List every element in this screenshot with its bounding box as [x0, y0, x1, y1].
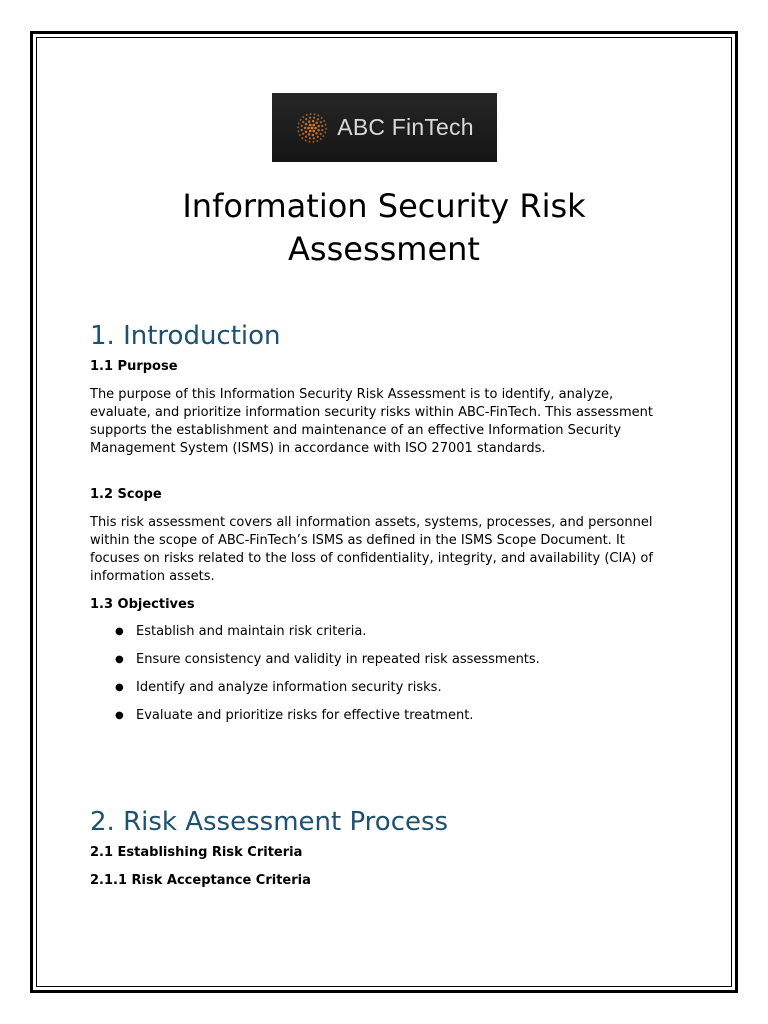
section-heading-risk-assessment-process: 2. Risk Assessment Process	[90, 807, 449, 837]
section-heading-introduction: 1. Introduction	[90, 321, 281, 351]
list-item	[90, 679, 540, 707]
logo-text: ABC FinTech	[337, 114, 474, 140]
list-item-text: Identify and analyze information security risks.	[136, 680, 442, 695]
company-logo	[272, 93, 497, 162]
subsection-heading-risk-criteria: 2.1 Establishing Risk Criteria	[90, 845, 303, 860]
subsection-heading-scope: 1.2 Scope	[90, 487, 162, 502]
subsection-heading-objectives: 1.3 Objectives	[90, 597, 195, 612]
bullet-icon: ●	[115, 654, 124, 665]
scope-paragraph: This risk assessment covers all information assets, systems, processes, and personnel within the scope of ABC-FinTech’s ISMS as defined in the ISMS Scope Document. It focuses on risks related to the loss of confidentiality, integrity, and availability (CIA) of information assets.	[90, 515, 653, 584]
list-item	[90, 623, 540, 651]
subsection-heading-purpose: 1.1 Purpose	[90, 359, 178, 374]
bullet-icon: ●	[115, 626, 124, 637]
objectives-list	[90, 623, 540, 735]
purpose-paragraph: The purpose of this Information Security Risk Assessment is to identify, analyze, evaluate, and prioritize information security risks within ABC-FinTech. This assessment supports the establishment and maintenance of an effective Information Security Management System (ISMS) in accordance with ISO 27001 standards.	[90, 387, 653, 456]
document-title: Information Security Risk Assessment	[182, 187, 586, 268]
bullet-icon: ●	[115, 710, 124, 721]
bullet-icon: ●	[115, 682, 124, 693]
list-item-text: Establish and maintain risk criteria.	[136, 624, 367, 639]
list-item	[90, 707, 540, 735]
list-item	[90, 651, 540, 679]
list-item-text: Ensure consistency and validity in repeated risk assessments.	[136, 652, 540, 667]
sunburst-logo-icon	[295, 111, 329, 145]
subsection-heading-risk-acceptance: 2.1.1 Risk Acceptance Criteria	[90, 873, 311, 888]
list-item-text: Evaluate and prioritize risks for effective treatment.	[136, 708, 474, 723]
